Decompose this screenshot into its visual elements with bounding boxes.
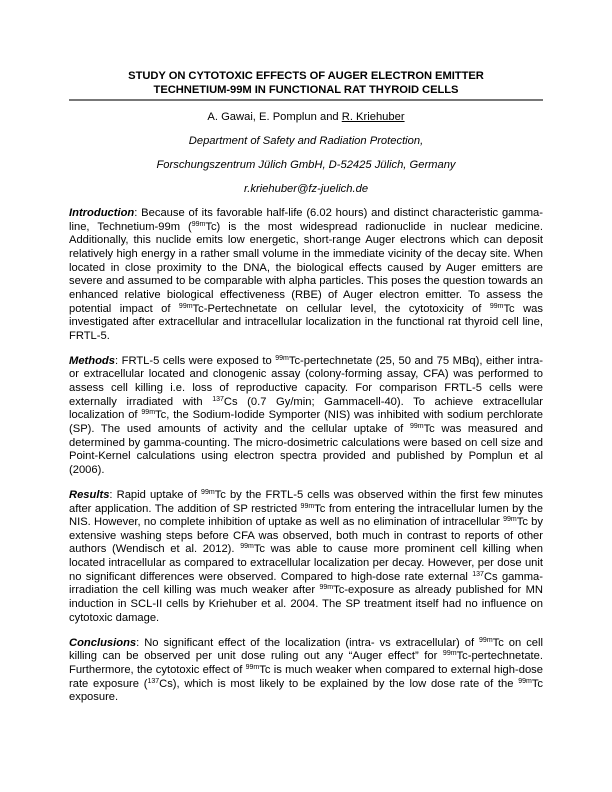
text: Tc) is the most widespread radionuclide in nuclear medicine. Additionally, this nuclide emits low energetic, short-range Auger electrons which can deposit relatively high energy in a rather small volume in the immediate vicinity of the decay site. When located in close proximity to the DNA, the biological effects caused by Auger emitters are severe and assumed to be comparable with alpha particles. This poses the question towards an enhanced relative biological effectiveness (RBE) of Auger electron emitter. To assess the potential impact of xyxy=(69,220,543,315)
text: Tc, the Sodium-Iodide Symporter (NIS) was inhibited with sodium perchlorate (SP). The used amounts of activity and the cellular uptake of xyxy=(69,409,543,436)
text: Cs gamma-irradiation the cell killing was much weaker after xyxy=(69,570,543,597)
text: Tc on cell killing can be observed per unit dose ruling out any “Auger effect” for xyxy=(69,636,543,663)
results-paragraph xyxy=(69,489,543,626)
text: Tc-pertechnetate (25, 50 and 75 MBq), either intra- or extracellular located and clonogenic assay (colony-forming assay, CFA) was performed to assess cell killing i.e. loss of reproductive capacity. For comparison FRTL-5 cells were externally irradiated with xyxy=(69,354,544,408)
isotope-superscript: 99m xyxy=(503,516,517,524)
text: Tc by extensive washing steps before CFA was observed, both much in contrast to reports of other authors (Wendisch et al. 2012). xyxy=(69,516,543,556)
text: Tc was measured and determined by gamma-counting. The micro-dosimetric calculations were based on cell size and Point-Kernel calculations using electron spectra provided and published by Pomplun et al (2006). xyxy=(69,423,543,476)
text: Tc-exposure as already published for MN induction in SCL-II cells by Kriehuber et al. 2004. The SP treatment itself had no influence on cytotoxic damage. xyxy=(69,584,543,624)
text: : Rapid uptake of xyxy=(109,488,202,501)
isotope-superscript: 99m xyxy=(240,543,254,551)
isotope-superscript: 99m xyxy=(319,584,334,592)
methods-paragraph xyxy=(69,355,543,478)
text: : Because of its favorable half-life (6.02 hours) and distinct characteristic gamma-line, Technetium-99m ( xyxy=(69,207,543,233)
text: Tc is much weaker when compared to external high-dose rate exposure ( xyxy=(69,663,543,690)
results-heading: Results xyxy=(69,488,110,501)
text: Tc was able to cause more prominent cell killing when located intracellular as compared to extracellular localization per decay. However, per dose unit no significant differences were observed. Compared to high-dose rate external xyxy=(69,543,544,583)
isotope-superscript: 99m xyxy=(191,220,206,228)
abstract-page xyxy=(69,69,543,716)
text: Tc-Pertechnetate on cellular level, the cytotoxicity of xyxy=(192,302,490,315)
isotope-superscript: 137 xyxy=(472,570,484,578)
text: Tc from entering the intracellular lumen by the NIS. However, no complete inhibition of uptake as well as no elimination of intracellular xyxy=(69,502,543,529)
conclusions-heading: Conclusions xyxy=(69,636,137,649)
isotope-superscript: 99m xyxy=(245,663,260,671)
isotope-superscript: 137 xyxy=(147,677,160,685)
text: Tc exposure. xyxy=(69,677,543,704)
text: Tc was investigated after extracellular and intracellular localization in the functional rat thyroid cell line, FRTL-5. xyxy=(69,302,543,342)
isotope-superscript: 99m xyxy=(275,354,289,362)
isotope-superscript: 99m xyxy=(518,677,532,685)
conclusions-paragraph xyxy=(69,637,543,705)
introduction-paragraph xyxy=(69,207,543,344)
isotope-superscript: 99m xyxy=(300,502,315,510)
title-line-2: TECHNETIUM-99M IN FUNCTIONAL RAT THYROID CELLS xyxy=(153,84,459,96)
text: Tc by the FRTL-5 cells was observed within the first few minutes after application. The addition of SP restricted xyxy=(69,488,543,515)
introduction-heading: Introduction xyxy=(69,207,135,219)
contact-email[interactable]: r.kriehuber@fz-juelich.de xyxy=(243,183,369,195)
isotope-superscript: 99m xyxy=(442,650,457,658)
title-line-1: STUDY ON CYTOTOXIC EFFECTS OF AUGER ELECTRON EMITTER xyxy=(128,70,484,82)
methods-heading: Methods xyxy=(69,354,115,367)
text: Cs), which is most likely to be explained by the low dose rate of the xyxy=(159,677,519,690)
title-rule xyxy=(69,99,543,101)
text: : FRTL-5 cells were exposed to xyxy=(115,354,276,367)
isotope-superscript: 99m xyxy=(178,302,193,310)
corresponding-author: R. Kriehuber xyxy=(341,111,405,123)
isotope-superscript: 99m xyxy=(141,409,156,417)
isotope-superscript: 99m xyxy=(201,488,215,496)
text: Cs (0.7 Gy/min; Gammacell-40). To achieve extracellular localization of xyxy=(69,395,543,422)
authors xyxy=(69,110,543,124)
paper-title xyxy=(69,69,543,97)
isotope-superscript: 99m xyxy=(489,302,504,310)
text: : No significant effect of the localization (intra- vs extracellular) of xyxy=(136,636,480,649)
affiliation-institution: Forschungszentrum Jülich GmbH, D-52425 Jülich, Germany xyxy=(156,159,456,171)
text: Tc-pertechnetate. Furthermore, the cytotoxic effect of xyxy=(69,650,543,676)
isotope-superscript: 99m xyxy=(409,423,424,431)
authors-list: A. Gawai, E. Pomplun and xyxy=(207,111,342,123)
isotope-superscript: 137 xyxy=(212,395,224,403)
isotope-superscript: 99m xyxy=(479,636,493,644)
affiliation-department: Department of Safety and Radiation Protection, xyxy=(188,135,424,147)
